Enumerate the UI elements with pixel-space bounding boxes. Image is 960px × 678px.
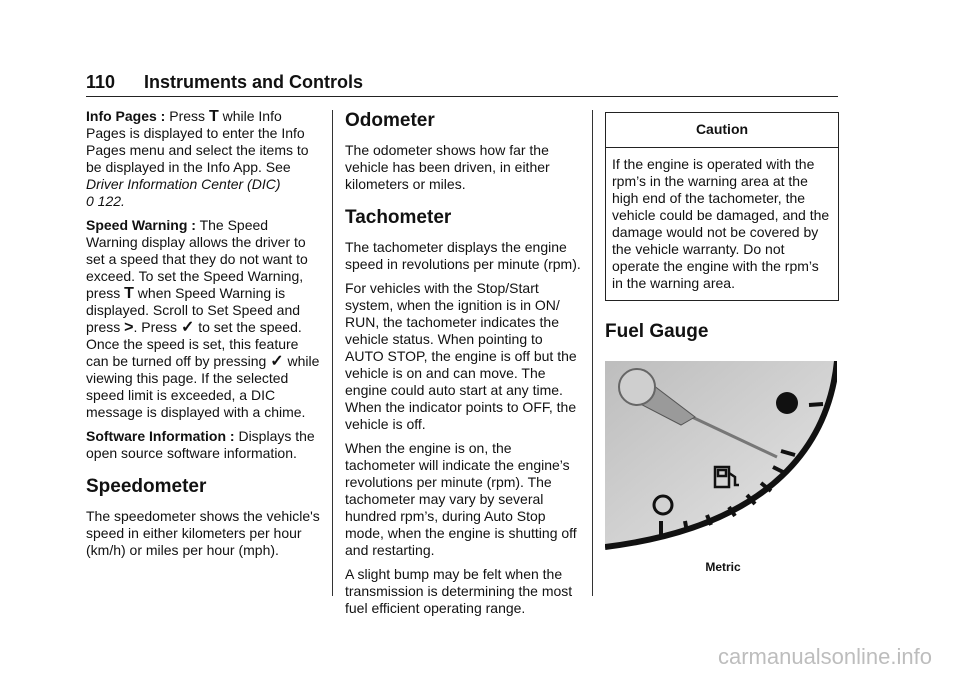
full-marker-icon — [776, 392, 798, 414]
page-header — [86, 70, 838, 97]
checkmark-icon: ✓ — [180, 319, 195, 336]
software-info-label: Software Information : — [86, 428, 235, 444]
needle-hub — [619, 369, 655, 405]
speed-warning-label: Speed Warning : — [86, 217, 196, 233]
thumbwheel-arrow-icon: T — [124, 285, 134, 302]
thumbwheel-arrow-icon: T — [208, 108, 219, 125]
odometer-paragraph: The odometer shows how far the vehicle has been driven, in either kilometers or miles. — [345, 142, 550, 192]
column-middle — [345, 108, 581, 624]
tachometer-paragraph: The tachometer displays the engine speed in revolutions per minute (rpm). — [345, 239, 581, 272]
speedometer-paragraph: The speedometer shows the vehicle's speed in either kilometers per hour (km/h) or miles per hour (mph). — [86, 508, 320, 558]
tachometer-paragraph: For vehicles with the Stop/Start system, when the ignition is in ON/ RUN, the tachometer indicates the vehicle status. When pointing to AUTO STOP, the engine is off but the vehicle is on and can move. The engine could auto start at any time. When the indicator points to OFF, the vehicle is off. — [345, 280, 577, 432]
checkmark-icon: ✓ — [270, 353, 284, 370]
column-left — [86, 108, 322, 566]
tachometer-paragraph: A slight bump may be felt when the transmission is determining the most fuel efficient operating range. — [345, 566, 573, 616]
fuel-gauge-heading: Fuel Gauge — [605, 321, 709, 342]
page-number: 110 — [86, 72, 116, 92]
odometer-heading: Odometer — [345, 110, 435, 131]
column-right — [605, 108, 841, 576]
tachometer-paragraph: When the engine is on, the tachometer will indicate the engine’s revolutions per minute (rpm). The tachometer may vary by several hundred rpm’s, during Auto Stop mode, when the engine is shutting off and restarting. — [345, 440, 577, 558]
fuel-gauge-illustration — [605, 361, 837, 551]
section-title: Instruments and Controls — [144, 72, 364, 92]
caution-box — [605, 112, 839, 301]
software-info-paragraph: Software Information : Displays the open source software information. — [86, 428, 315, 461]
dic-link[interactable]: Driver Information Center (DIC) — [86, 176, 281, 192]
info-pages-paragraph: Info Pages : Press T while Info Pages is displayed to enter the Info Pages menu and select the items to be displayed in the Info App. See Driver Information Center (DIC) 0 122. — [86, 108, 309, 209]
column-divider — [332, 110, 333, 596]
speedometer-heading: Speedometer — [86, 476, 207, 497]
info-pages-label: Info Pages : — [86, 108, 166, 124]
figure-caption: Metric — [705, 560, 741, 574]
column-divider — [592, 110, 593, 596]
next-arrow-icon: > — [124, 319, 134, 336]
speed-warning-paragraph: Speed Warning : The Speed Warning display allows the driver to set a speed that they do not want to exceed. To set the Speed Warning, press T when Speed Warning is displayed. Scroll to Set Speed and press >. Press ✓ to set the speed. Once the speed is set, this feature can be turned off by pressing ✓ while viewing this page. If the selected speed limit is exceeded, a DIC message is displayed with a chime. — [86, 217, 320, 420]
caution-title: Caution — [606, 113, 838, 148]
tachometer-heading: Tachometer — [345, 207, 452, 228]
caution-text: If the engine is operated with the rpm’s in the warning area at the high end of the tachometer, the vehicle could be damaged, and the damage would not be covered by the vehicle warranty. Do not operate the engine with the rpm’s in the warning area. — [612, 156, 830, 291]
page-reference[interactable]: 0 122. — [86, 193, 125, 209]
watermark: carmanualsonline.info — [717, 644, 932, 669]
